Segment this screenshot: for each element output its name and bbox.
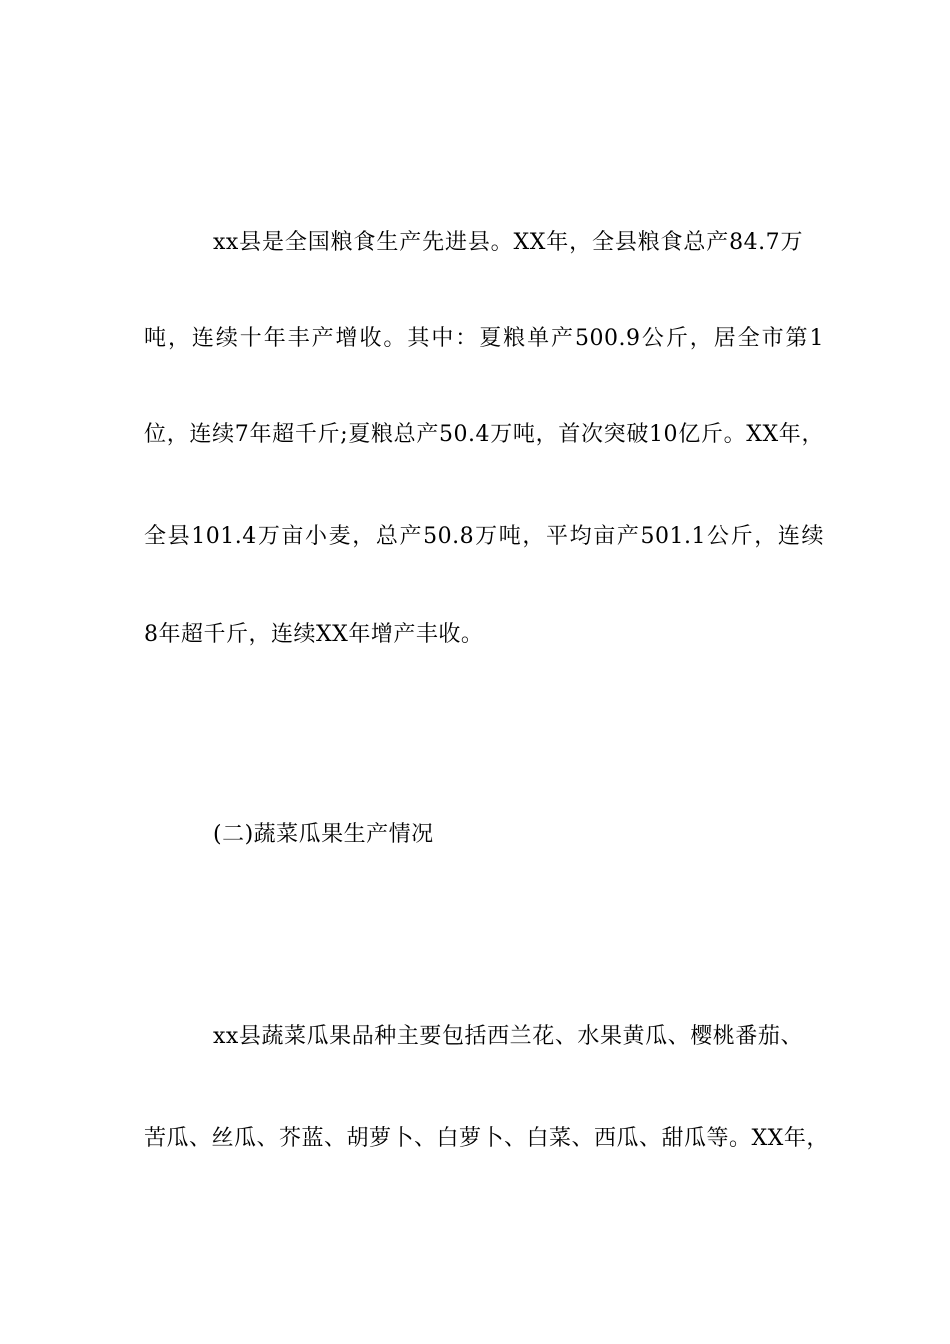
paragraph-line: 8年超千斤，连续XX年增产丰收。 — [144, 622, 484, 647]
paragraph-line: 苦瓜、丝瓜、芥蓝、胡萝卜、白萝卜、白菜、西瓜、甜瓜等。XX年， — [144, 1126, 829, 1151]
paragraph-line: 全县101.4万亩小麦，总产50.8万吨，平均亩产501.1公斤，连续 — [144, 524, 824, 549]
section-heading: (二)蔬菜瓜果生产情况 — [213, 822, 434, 847]
paragraph-line: 吨，连续十年丰产增收。其中：夏粮单产500.9公斤，居全市第1 — [144, 326, 824, 351]
paragraph-line: xx县蔬菜瓜果品种主要包括西兰花、水果黄瓜、樱桃番茄、 — [213, 1024, 803, 1049]
paragraph-line: 位，连续7年超千斤;夏粮总产50.4万吨，首次突破10亿斤。XX年， — [144, 422, 824, 447]
paragraph-line: xx县是全国粮食生产先进县。XX年，全县粮食总产84.7万 — [213, 230, 803, 255]
